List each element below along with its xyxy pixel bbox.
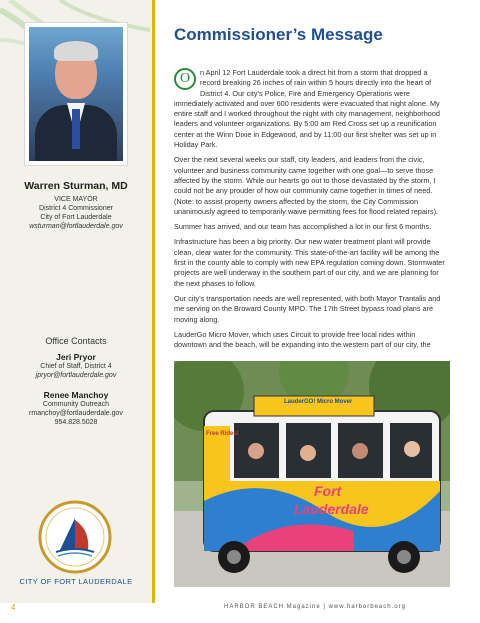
contact-phone: 954.828.5028 xyxy=(54,419,98,426)
contact-name: Renee Manchoy xyxy=(43,390,109,400)
city-name-label: CITY OF FORT LAUDERDALE xyxy=(19,577,133,586)
dropcap-o-circle: O xyxy=(174,68,196,90)
bus-text-fort: Fort xyxy=(314,483,342,499)
paragraph: Our city’s transportation needs are well represented, with both Mayor Trantalis and me serving on the Broward County MPO. The 17th Street bypass road plans are moving along. xyxy=(174,293,441,324)
bus-text-lauderdale: Lauderdale xyxy=(294,501,369,517)
sidebar-divider xyxy=(152,0,155,603)
contact-email[interactable]: rmanchoy@fortlauderdale.gov xyxy=(29,410,123,417)
micro-mover-photo xyxy=(174,361,450,587)
magazine-footer: HARBOR BEACH Magazine | www.harborbeach.org xyxy=(224,604,406,610)
paragraph: Infrastructure has been a big priority. Our new water treatment plant will provide clean, clear water for the community. This state-of-the-art facility will be among the first in the county able to comply with new EPA regulation coming down. Stormwater projects are well underway in the southern part of our city, and we are planning for the next phases to follow. xyxy=(174,237,445,288)
commissioner-district: District 4 Commissioner xyxy=(39,205,113,212)
city-seal-logo xyxy=(38,500,112,574)
commissioner-name: Warren Sturman, MD xyxy=(24,180,128,192)
paragraph: Summer has arrived, and our team has accomplished a lot in our first 6 months. xyxy=(174,222,432,232)
paragraph: LauderGo Micro Mover, which uses Circuit to provide free local rides within downtown and the beach, will be expanding into the western part of our city, the xyxy=(174,329,431,350)
commissioner-role: VICE MAYOR xyxy=(54,196,98,203)
page-number: 4 xyxy=(11,603,16,612)
paragraph: Over the next several weeks our staff, city leaders, and leaders from the civic, volunteer and business community came together with one goal—to serve those affected by the storm. While our hearts go out to those devastated by the storm, I could not be any prouder of how our community came together in times of need. (Note: to assist property owners affected by the storm, the City Commission unanimously agreed to temporarily waive permitting fees for flood related repairs). xyxy=(174,155,439,216)
commissioner-city: City of Fort Lauderdale xyxy=(40,214,112,221)
contact-role: Chief of Staff, District 4 xyxy=(40,363,112,370)
commissioner-email[interactable]: wsturman@fortlauderdale.gov xyxy=(29,223,123,230)
bus-side-sign: Free Rides! xyxy=(206,431,239,437)
page-title: Commissioner’s Message xyxy=(174,25,383,44)
paragraph: O n April 12 Fort Lauderdale took a direct hit from a storm that dropped a record breaking 26 inches of rain within 5 hours directly into the heart of District 4. Our city’s Police, Fire and Emergency Operations were immediately activated and over 600 residents were evacuated that night alone. My entire staff and I worked throughout the night with city management, neighborhood leaders and volunteer organizations. By 5:00 am Red Cross set up a reunification center at the Winn Dixie in Edgewood, and by 11:00 our first shelter was set up in Holiday Park. xyxy=(174,68,440,150)
contact-email[interactable]: jpryor@fortlauderdale.gov xyxy=(35,372,117,379)
sidebar xyxy=(0,0,152,603)
office-contacts-heading: Office Contacts xyxy=(45,336,107,346)
contact-name: Jeri Pryor xyxy=(56,352,96,362)
commissioner-photo xyxy=(24,22,128,166)
contact-role: Community Outreach xyxy=(42,401,110,408)
bus-top-sign: LauderGO! Micro Mover xyxy=(284,399,353,405)
article-body xyxy=(174,68,446,355)
